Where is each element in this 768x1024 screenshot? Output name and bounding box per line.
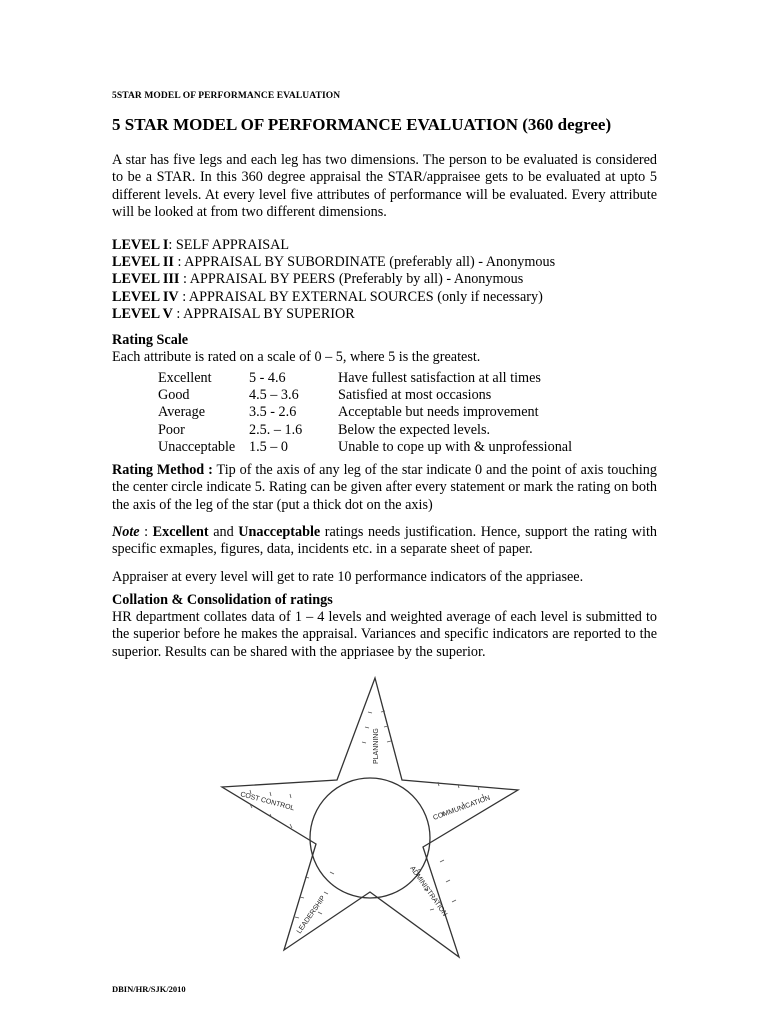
range-cell: 4.5 – 3.6: [249, 387, 299, 404]
note-text: and: [208, 524, 239, 540]
grade-cell: Average: [158, 404, 205, 421]
star-leg-label-cost-control: COST CONTROL: [239, 791, 295, 813]
range-cell: 3.5 - 2.6: [249, 404, 297, 421]
description-cell: Acceptable but needs improvement: [338, 404, 539, 421]
grade-cell: Unacceptable: [158, 438, 236, 455]
star-leg-label-communication: COMMUNICATION: [432, 794, 492, 822]
rating-method-paragraph: [112, 462, 657, 514]
note-label: Note: [112, 524, 140, 540]
center-circle: [310, 778, 430, 898]
level-item: [112, 237, 555, 254]
level-label: LEVEL I: [112, 237, 169, 253]
level-separator: :: [172, 305, 184, 322]
level-text: SELF APPRAISAL: [175, 237, 290, 253]
level-item: [112, 306, 555, 323]
rating-scale-heading: Rating Scale: [112, 332, 189, 348]
star-svg: [210, 672, 530, 964]
grade-cell: Poor: [158, 421, 185, 438]
level-text: APPRAISAL BY EXTERNAL SOURCES (only if necessary): [188, 288, 543, 305]
star-leg-label-leadership: LEADERSHIP: [295, 894, 328, 936]
level-text: APPRAISAL BY SUPERIOR: [183, 305, 355, 322]
grade-cell: Excellent: [158, 370, 212, 386]
running-header: 5STAR MODEL OF PERFORMANCE EVALUATION: [112, 91, 341, 101]
level-item: [112, 289, 555, 306]
note-unacceptable: Unacceptable: [238, 524, 321, 540]
rating-scale-intro: Each attribute is rated on a scale of 0 – 5, where 5 is the greatest.: [112, 349, 481, 365]
level-item: [112, 271, 555, 288]
rating-method-label: Rating Method :: [112, 462, 213, 478]
level-text: APPRAISAL BY SUBORDINATE (preferably all) - Anonymous: [184, 254, 556, 271]
rating-scale-table: [158, 370, 572, 456]
grade-cell: Good: [158, 387, 190, 404]
rating-method-text: Tip of the axis of any leg of the star indicate 0 and the point of axis touching the center circle indicate 5. Rating can be given after every statement or mark the rating on both the axis of the leg of the star (put a thick dot on the axis): [112, 462, 657, 513]
note-text: :: [139, 524, 153, 540]
level-separator: :: [168, 237, 176, 253]
star-diagram: [210, 672, 530, 964]
level-label: LEVEL III: [112, 271, 180, 288]
description-cell: Satisfied at most occasions: [338, 387, 492, 404]
level-item: [112, 254, 555, 271]
note-text: ratings needs justification. Hence, support the rating with specific exmaples, figures, data, incidents etc. in a separate sheet of paper.: [112, 524, 657, 558]
range-cell: 2.5. – 1.6: [249, 421, 303, 438]
intro-paragraph: A star has five legs and each leg has two dimensions. The person to be evaluated is considered to be a STAR. In this 360 degree appraisal the STAR/appraisee gets to be evaluated at upto 5 different levels. At every level five attributes of performance will be evaluated. Every attribute will be looked at from two different dimensions.: [112, 152, 657, 221]
footer-code: DBIN/HR/SJK/2010: [112, 984, 186, 994]
description-cell: Have fullest satisfaction at all times: [338, 370, 541, 386]
table-row: [158, 387, 572, 404]
level-separator: :: [178, 288, 189, 305]
description-cell: Unable to cope up with & unprofessional: [338, 438, 573, 455]
table-row: [158, 422, 572, 439]
level-text: APPRAISAL BY PEERS (Preferably by all) - Anonymous: [189, 271, 524, 288]
note-excellent: Excellent: [152, 524, 209, 540]
range-cell: 5 - 4.6: [249, 370, 286, 386]
note-paragraph: [112, 524, 657, 559]
level-label: LEVEL IV: [112, 288, 179, 305]
description-cell: Below the expected levels.: [338, 421, 491, 438]
table-row: [158, 404, 572, 421]
levels-list: [112, 237, 555, 323]
level-label: LEVEL II: [112, 254, 174, 271]
level-separator: :: [179, 271, 190, 288]
star-leg-label-administration: ADMINISTRATION: [408, 865, 449, 918]
collation-paragraph: HR department collates data of 1 – 4 levels and weighted average of each level is submitted to the superior before he makes the appraisal. Variances and specific indicators are reported to the superior. Results can be shared with the appriasee by the superior.: [112, 609, 657, 660]
table-row: [158, 439, 572, 456]
level-label: LEVEL V: [112, 305, 173, 322]
table-row: [158, 370, 572, 387]
level-separator: :: [173, 254, 185, 271]
star-outline: [222, 678, 518, 957]
page-title: 5 STAR MODEL OF PERFORMANCE EVALUATION (360 degree): [112, 115, 612, 134]
range-cell: 1.5 – 0: [249, 438, 289, 455]
collation-heading: Collation & Consolidation of ratings: [112, 592, 333, 608]
appraiser-paragraph: Appraiser at every level will get to rate 10 performance indicators of the appriasee.: [112, 569, 584, 585]
star-leg-label-planning: PLANNING: [373, 728, 380, 764]
